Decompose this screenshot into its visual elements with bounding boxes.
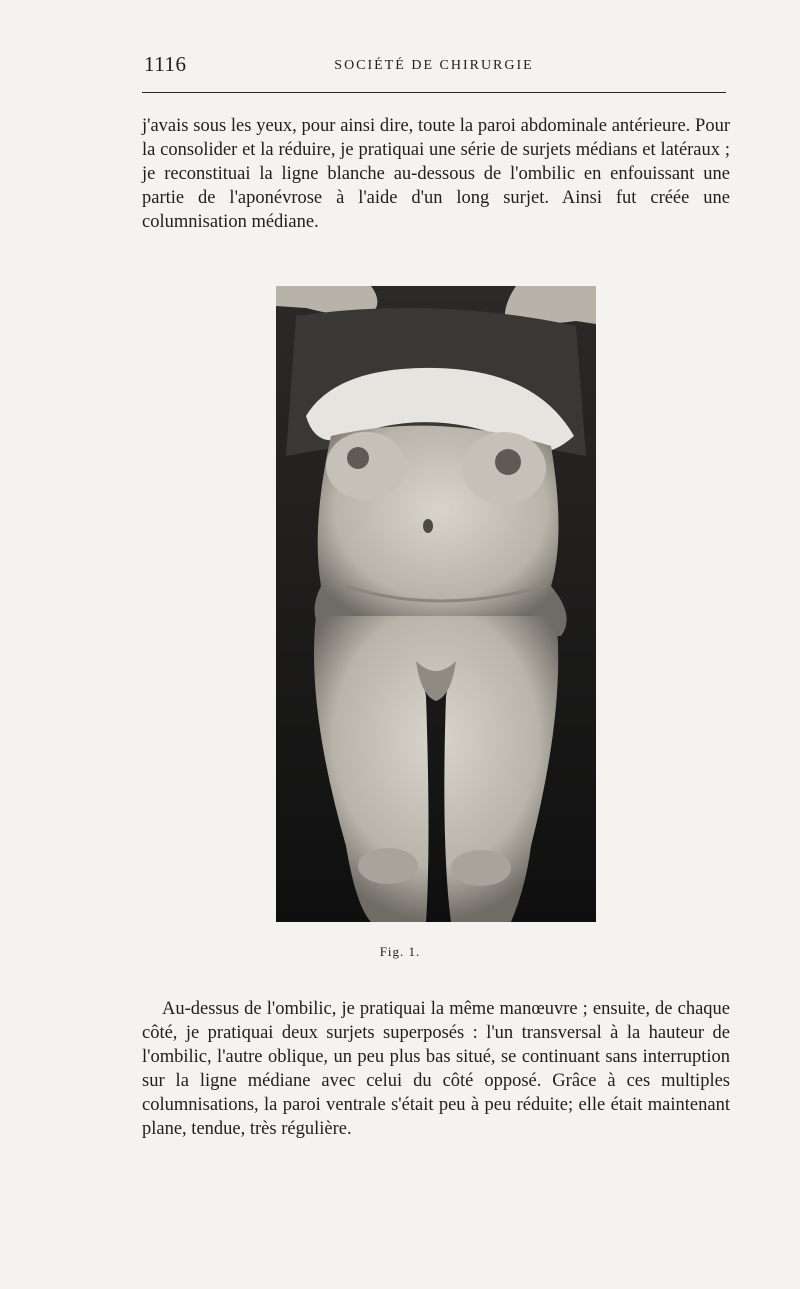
header-rule [142,92,726,93]
page-header [142,50,726,86]
page-number: 1116 [144,52,187,76]
clinical-photo-illustration [276,286,596,922]
figure-caption: Fig. 1. [379,944,421,959]
figure-photograph [276,286,596,922]
running-title: SOCIÉTÉ DE CHIRURGIE [334,58,534,73]
paragraph-2: Au-dessus de l'ombilic, je pratiquai la même manœuvre ; ensuite, de chaque côté, je pratiquai deux surjets superposés : l'un transversal à la hauteur de l'ombilic, l'autre oblique, un peu plus bas situé, se continuant sans interruption sur la ligne médiane avec celui du côté opposé. Grâce à ces multiples columnisations, la paroi ventrale s'était peu à peu réduite; elle était maintenant plane, tendue, très régulière. [142,999,730,1139]
paragraph-1: j'avais sous les yeux, pour ainsi dire, toute la paroi abdominale antérieure. Pour la consolider et la réduire, je pratiquai une série de surjets médians et latéraux ; je reconstituai la ligne blanche au-dessous de l'ombilic en enfouissant une partie de l'aponévrose à l'aide d'un long surjet. Ainsi fut créée une columnisation médiane. [142,116,730,232]
